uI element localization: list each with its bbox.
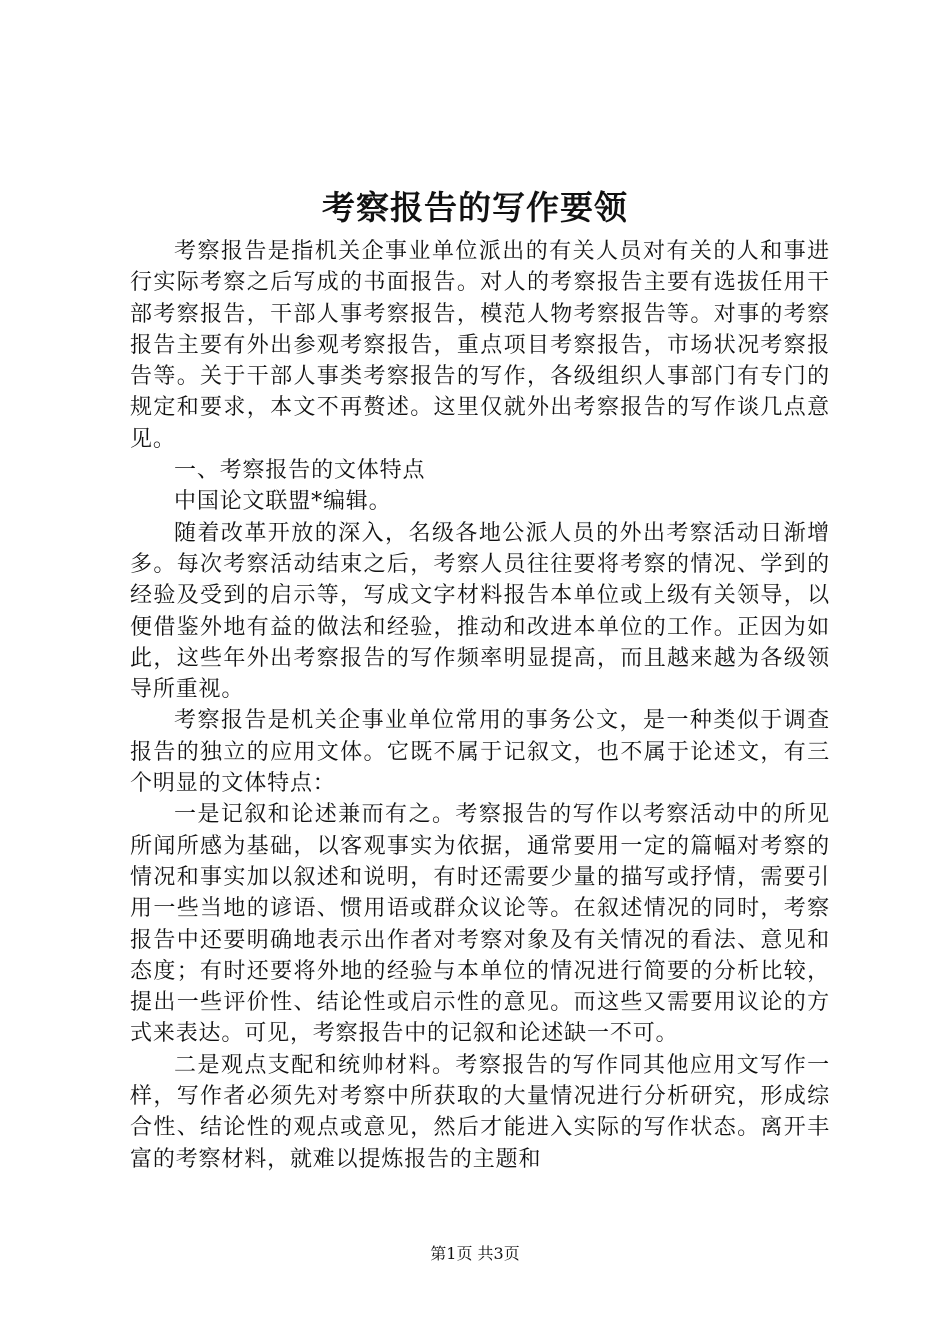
document-body: [130, 236, 830, 1175]
paragraph: 一是记叙和论述兼而有之。考察报告的写作以考察活动中的所见所闻所感为基础，以客观事实为依据，通常要用一定的篇幅对考察的情况和事实加以叙述和说明，有时还需要少量的描写或抒情，需要引用一些当地的谚语、惯用语或群众议论等。在叙述情况的同时，考察报告中还要明确地表示出作者对考察对象及有关情况的看法、意见和态度；有时还要将外地的经验与本单位的情况进行简要的分析比较，提出一些评价性、结论性或启示性的意见。而这些又需要用议论的方式来表达。可见，考察报告中的记叙和论述缺一不可。: [130, 802, 830, 1047]
paragraph: 考察报告是指机关企事业单位派出的有关人员对有关的人和事进行实际考察之后写成的书面报告。对人的考察报告主要有选拔任用干部考察报告，干部人事考察报告，模范人物考察报告等。对事的考察报告主要有外出参观考察报告，重点项目考察报告，市场状况考察报告等。关于干部人事类考察报告的写作，各级组织人事部门有专门的规定和要求，本文不再赘述。这里仅就外出考察报告的写作谈几点意见。: [130, 239, 830, 452]
page-footer: 第1页 共3页: [430, 1244, 520, 1263]
paragraph: 二是观点支配和统帅材料。考察报告的写作同其他应用文写作一样，写作者必须先对考察中所获取的大量情况进行分析研究，形成综合性、结论性的观点或意见，然后才能进入实际的写作状态。离开丰富的考察材料，就难以提炼报告的主题和: [130, 1052, 830, 1172]
section-heading: 一、考察报告的文体特点: [174, 458, 426, 484]
paragraph: 考察报告是机关企事业单位常用的事务公文，是一种类似于调查报告的独立的应用文体。它既不属于记叙文，也不属于论述文，有三个明显的文体特点：: [130, 708, 830, 797]
paragraph: 中国论文联盟*编辑。: [174, 489, 392, 515]
document-title: 考察报告的写作要领: [322, 188, 628, 227]
paragraph: 随着改革开放的深入，名级各地公派人员的外出考察活动日渐增多。每次考察活动结束之后，考察人员往往要将考察的情况、学到的经验及受到的启示等，写成文字材料报告本单位或上级有关领导，以便借鉴外地有益的做法和经验，推动和改进本单位的工作。正因为如此，这些年外出考察报告的写作频率明显提高，而且越来越为各级领导所重视。: [130, 520, 830, 703]
